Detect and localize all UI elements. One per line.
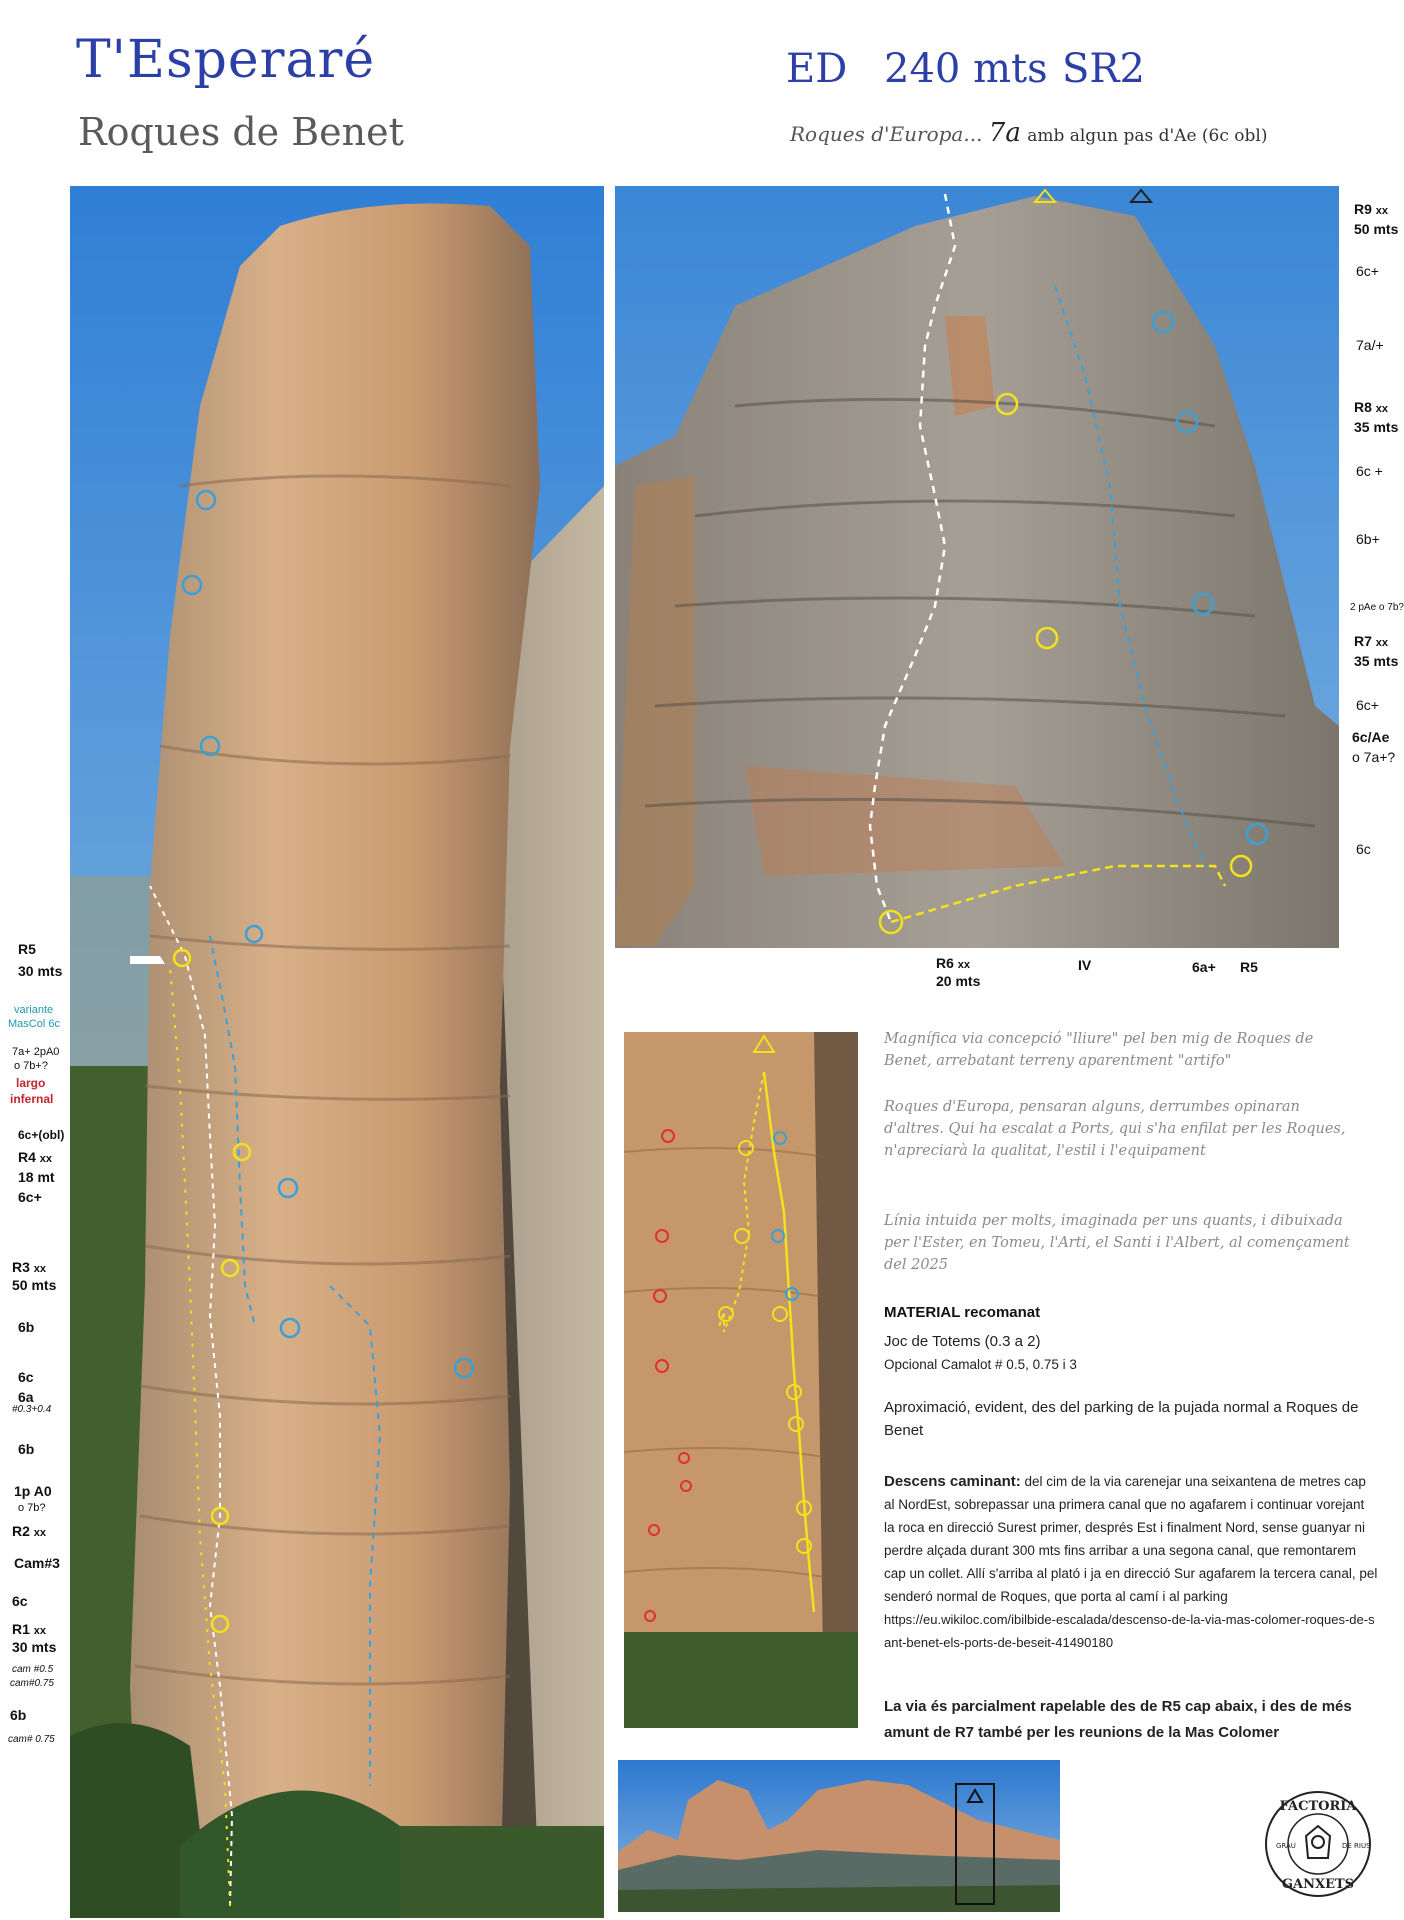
label-1pa0: 1p A0 — [14, 1483, 52, 1499]
descent-block — [884, 1470, 1378, 1654]
label-6c-obl: 6c+(obl) — [18, 1128, 65, 1142]
label-largo: largo — [16, 1076, 46, 1090]
label-6cplus-c: 6c+ — [1356, 697, 1379, 713]
tagline-rest: amb algun pas d'Ae (6c obl) — [1027, 126, 1268, 146]
tagline — [790, 118, 1268, 148]
factoria-ganxets-logo — [1262, 1788, 1374, 1900]
label-6c-r: 6c — [1356, 841, 1371, 857]
label-6cplus: 6c+ — [18, 1189, 42, 1205]
logo-bottom-text: GANXETS — [1281, 1877, 1355, 1892]
material-line2: Opcional Camalot # 0.5, 0.75 i 3 — [884, 1357, 1077, 1372]
label-infernal: infernal — [10, 1092, 54, 1106]
label-r1-length: 30 mts — [12, 1639, 57, 1655]
left-tower-photo — [70, 186, 604, 1918]
label-r3: R3 xx — [12, 1259, 47, 1275]
label-r8: R8 xx — [1354, 399, 1389, 415]
label-r9: R9 xx — [1354, 201, 1389, 217]
label-6a: 6a — [18, 1389, 34, 1405]
label-r5: R5 — [18, 941, 36, 957]
label-r4-length: 18 mt — [18, 1169, 55, 1185]
tagline-main: Roques d'Europa... — [790, 122, 983, 146]
route-length: 240 mts — [884, 46, 1048, 92]
rappel-note: La via és parcialment rapelable des de R5 cap abaix, i des de més amunt de R7 també per les reunions de la Mas Colomer — [884, 1698, 1352, 1741]
label-r5-length: 30 mts — [18, 963, 63, 979]
logo-left-text: GRAU — [1276, 1842, 1296, 1850]
label-r5-bottom: R5 — [1240, 959, 1258, 975]
label-r7-length: 35 mts — [1354, 653, 1399, 669]
label-7a-2pa0: 7a+ 2pA0 — [12, 1046, 60, 1058]
label-6cplus-b: 6c + — [1356, 463, 1383, 479]
label-6cplus-a: 6c+ — [1356, 263, 1379, 279]
crag-name: Roques de Benet — [78, 110, 404, 154]
label-7a-plus: 7a/+ — [1356, 337, 1384, 353]
label-r3-length: 50 mts — [12, 1277, 57, 1293]
label-6b-2: 6b — [18, 1441, 35, 1457]
label-r8-length: 35 mts — [1354, 419, 1399, 435]
label-6bplus: 6b+ — [1356, 531, 1380, 547]
upper-wall-photo — [615, 186, 1339, 948]
label-6c-1: 6c — [18, 1369, 34, 1385]
label-r2: R2 xx — [12, 1523, 47, 1539]
descent-text: del cim de la via carenejar una seixantena de metres cap al NordEst, sobrepassar una primera canal que no agafarem i continuar vorejant la roca en direcció Surest primer, després Est i finalment Nord, sense guanyar ni perdre alçada durant 300 mts fins arribar a una segona canal, que remontarem cap un collet. Allí s'arriba al plató i ja en direcció Sur agafarem la tercera canal, pel senderó normal de Roques, que porta al camí i al parking — [884, 1474, 1378, 1604]
route-title: T'Esperaré — [76, 30, 376, 90]
logo-top-text: FACTORIA — [1279, 1799, 1357, 1814]
label-cam3: Cam#3 — [14, 1555, 60, 1571]
label-r4: R4 xx — [18, 1149, 53, 1165]
safety-rating: SR2 — [1062, 46, 1145, 92]
label-iv: IV — [1078, 957, 1092, 973]
label-6b-3: 6b — [10, 1707, 27, 1723]
description-p3: Línia intuida per molts, imaginada per uns quants, i dibuixada per l'Ester, en Tomeu, l'Arti, el Santi i l'Albert, al començament del 2025 — [884, 1213, 1350, 1273]
descent-label: Descens caminant: — [884, 1473, 1021, 1490]
label-r7: R7 xx — [1354, 633, 1389, 649]
label-6c-2: 6c — [12, 1593, 28, 1609]
label-r6-length: 20 mts — [936, 973, 981, 989]
overview-tower-photo — [624, 1032, 858, 1728]
label-6c-ae: 6c/Ae — [1352, 729, 1390, 745]
label-o7aplus: o 7a+? — [1352, 749, 1396, 765]
label-o7b-2: o 7b? — [18, 1502, 46, 1514]
label-r6: R6 xx — [936, 955, 971, 971]
label-6b-1: 6b — [18, 1319, 35, 1335]
label-cam075-b: cam# 0.75 — [8, 1734, 55, 1745]
label-o7b: o 7b+? — [14, 1060, 48, 1072]
overall-grade: ED — [786, 46, 848, 92]
label-variante: variante — [14, 1004, 54, 1016]
logo-right-text: DE RIUS — [1342, 1842, 1371, 1850]
label-2pae: 2 pAe o 7b? — [1350, 602, 1404, 613]
label-6aplus: 6a+ — [1192, 959, 1216, 975]
label-r1: R1 xx — [12, 1621, 47, 1637]
panorama-photo — [618, 1760, 1060, 1912]
label-cams-03: #0.3+0.4 — [12, 1404, 52, 1415]
label-r9-length: 50 mts — [1354, 221, 1399, 237]
tagline-grade: 7a — [988, 118, 1021, 148]
material-title: MATERIAL recomanat — [884, 1304, 1041, 1321]
descent-link[interactable]: https://eu.wikiloc.com/ibilbide-escalada/descenso-de-la-via-mas-colomer-roques-de-sant-benet-els-ports-de-beseit-41490180 — [884, 1612, 1375, 1650]
label-mascol: MasCol 6c — [8, 1018, 60, 1030]
description-p2: Roques d'Europa, pensaran alguns, derrumbes opinaran d'altres. Qui ha escalat a Ports, qui s'ha enfilat per les Roques, n'apreciarà la qualitat, l'estil i l'equipament — [884, 1099, 1346, 1159]
description-p1: Magnífica via concepció "lliure" pel ben mig de Roques de Benet, arrebatant terreny aparentment "artifo" — [884, 1031, 1314, 1069]
label-cam05: cam #0.5 — [12, 1664, 54, 1675]
approach-text: Aproximació, evident, des del parking de la pujada normal a Roques de Benet — [884, 1399, 1359, 1439]
label-cam075: cam#0.75 — [10, 1678, 54, 1689]
material-line1: Joc de Totems (0.3 a 2) — [884, 1333, 1041, 1350]
